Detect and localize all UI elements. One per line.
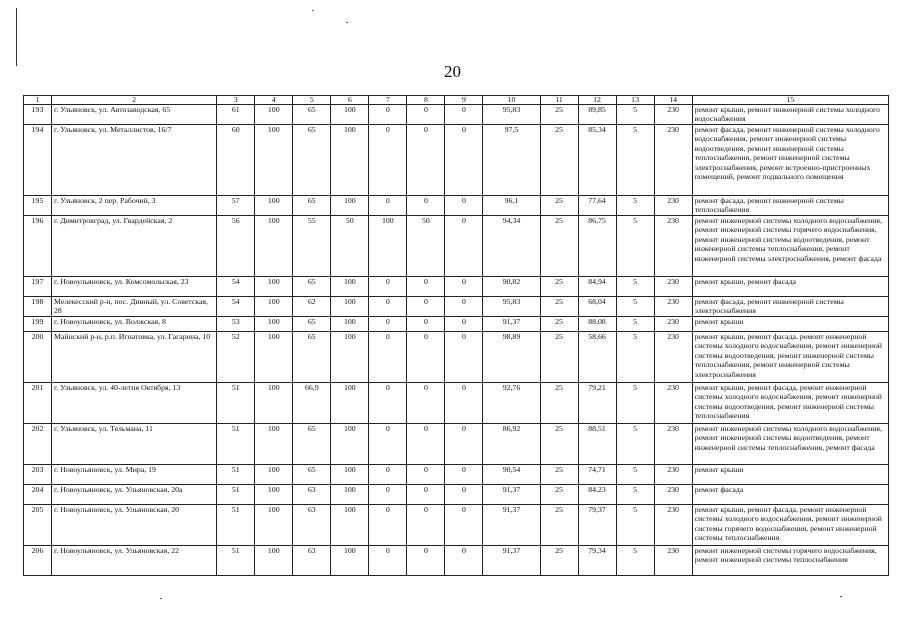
value-col-7: 0 <box>369 125 407 196</box>
value-col-10: 90,54 <box>483 465 540 485</box>
repair-works-cell: ремонт фасада, ремонт инженерной системы электроснабжения <box>692 297 888 317</box>
row-number: 203 <box>24 465 52 485</box>
repair-works-cell: ремонт крыши, ремонт фасада, ремонт инженерной системы холодного водоснабжения, ремонт инженерной системы водоотведения, ремонт инженерной системы теплоснабжения, ремонт инженерной системы электроснабжения <box>692 332 888 383</box>
value-col-8: 0 <box>407 465 445 485</box>
value-col-6: 100 <box>331 196 369 216</box>
repair-works-cell: ремонт фасада <box>692 485 888 505</box>
value-col-10: 91,37 <box>483 546 540 576</box>
value-col-4: 100 <box>255 317 293 332</box>
column-number-5: 5 <box>293 96 331 105</box>
address-cell: г. Ульяновск, 2 пер. Рабочий, 3 <box>52 196 217 216</box>
value-col-11: 25 <box>540 297 578 317</box>
value-col-9: 0 <box>445 125 483 196</box>
repair-works-cell: ремонт крыши, ремонт фасада, ремонт инженерной системы холодного водоснабжения, ремонт инженерной системы водоотведения, ремонт инженерной системы теплоснабжения <box>692 383 888 424</box>
value-col-13: 5 <box>616 277 654 297</box>
repair-works-cell: ремонт инженерной системы холодного водоснабжения, ремонт инженерной системы водоотведения, ремонт инженерной системы теплоснабжения, ремонт фасада <box>692 424 888 465</box>
value-col-13: 5 <box>616 465 654 485</box>
value-col-14: 230 <box>654 505 692 546</box>
scan-margin-line <box>16 8 17 66</box>
repair-works-cell: ремонт крыши, ремонт инженерной системы холодного водоснабжения <box>692 105 888 125</box>
repair-works-cell: ремонт фасада, ремонт инженерной системы холодного водоснабжения, ремонт инженерной системы водоотведения, ремонт инженерной системы теплоснабжения, ремонт инженерной системы электроснабжения, ремонт встроенно-пристроенных помещений, ремонт подвального помещения <box>692 125 888 196</box>
value-col-3: 56 <box>217 216 255 277</box>
table-row <box>24 383 889 424</box>
table-row <box>24 125 889 196</box>
value-col-12: 68,04 <box>578 297 616 317</box>
value-col-11: 25 <box>540 424 578 465</box>
value-col-5: 65 <box>293 125 331 196</box>
value-col-11: 25 <box>540 465 578 485</box>
value-col-10: 94,34 <box>483 216 540 277</box>
value-col-10: 91,37 <box>483 317 540 332</box>
value-col-8: 0 <box>407 505 445 546</box>
address-cell: г. Новоульяновск, ул. Комсомольская, 23 <box>52 277 217 297</box>
value-col-14: 230 <box>654 546 692 576</box>
value-col-7: 100 <box>369 216 407 277</box>
value-col-13: 5 <box>616 196 654 216</box>
value-col-4: 100 <box>255 465 293 485</box>
column-number-2: 2 <box>52 96 217 105</box>
value-col-13: 5 <box>616 546 654 576</box>
value-col-7: 0 <box>369 277 407 297</box>
row-number: 200 <box>24 332 52 383</box>
value-col-13: 5 <box>616 125 654 196</box>
value-col-9: 0 <box>445 277 483 297</box>
value-col-3: 57 <box>217 196 255 216</box>
value-col-8: 0 <box>407 196 445 216</box>
value-col-12: 79,37 <box>578 505 616 546</box>
value-col-8: 0 <box>407 297 445 317</box>
value-col-8: 0 <box>407 125 445 196</box>
table-row <box>24 546 889 576</box>
value-col-6: 100 <box>331 424 369 465</box>
value-col-12: 88,08 <box>578 317 616 332</box>
column-number-9: 9 <box>445 96 483 105</box>
row-number: 198 <box>24 297 52 317</box>
value-col-4: 100 <box>255 424 293 465</box>
value-col-14: 230 <box>654 317 692 332</box>
column-number-14: 14 <box>654 96 692 105</box>
address-cell: г. Ульяновск, ул. Автозаводская, 65 <box>52 105 217 125</box>
value-col-11: 25 <box>540 332 578 383</box>
row-number: 199 <box>24 317 52 332</box>
value-col-3: 51 <box>217 383 255 424</box>
value-col-7: 0 <box>369 485 407 505</box>
row-number: 202 <box>24 424 52 465</box>
value-col-10: 98,89 <box>483 332 540 383</box>
value-col-9: 0 <box>445 383 483 424</box>
value-col-14: 230 <box>654 125 692 196</box>
value-col-7: 0 <box>369 317 407 332</box>
value-col-10: 91,37 <box>483 485 540 505</box>
value-col-8: 0 <box>407 546 445 576</box>
column-number-3: 3 <box>217 96 255 105</box>
table-row <box>24 216 889 277</box>
value-col-13: 5 <box>616 485 654 505</box>
value-col-11: 25 <box>540 485 578 505</box>
address-cell: г. Новоульяновск, ул. Ульяновская, 20а <box>52 485 217 505</box>
value-col-3: 51 <box>217 485 255 505</box>
value-col-12: 77,64 <box>578 196 616 216</box>
value-col-6: 100 <box>331 485 369 505</box>
value-col-3: 54 <box>217 297 255 317</box>
value-col-6: 100 <box>331 465 369 485</box>
value-col-11: 25 <box>540 196 578 216</box>
value-col-5: 66,9 <box>293 383 331 424</box>
value-col-13: 5 <box>616 216 654 277</box>
value-col-9: 0 <box>445 485 483 505</box>
repair-works-cell: ремонт инженерной системы горячего водоснабжения, ремонт инженерной системы теплоснабжения <box>692 546 888 576</box>
value-col-3: 54 <box>217 277 255 297</box>
value-col-10: 91,37 <box>483 505 540 546</box>
row-number: 196 <box>24 216 52 277</box>
table-row <box>24 424 889 465</box>
value-col-14: 230 <box>654 332 692 383</box>
value-col-5: 65 <box>293 317 331 332</box>
value-col-10: 97,5 <box>483 125 540 196</box>
row-number: 206 <box>24 546 52 576</box>
column-number-4: 4 <box>255 96 293 105</box>
value-col-8: 0 <box>407 485 445 505</box>
value-col-14: 230 <box>654 485 692 505</box>
value-col-7: 0 <box>369 105 407 125</box>
value-col-11: 25 <box>540 546 578 576</box>
value-col-8: 50 <box>407 216 445 277</box>
value-col-7: 0 <box>369 424 407 465</box>
value-col-3: 60 <box>217 125 255 196</box>
value-col-4: 100 <box>255 125 293 196</box>
value-col-9: 0 <box>445 196 483 216</box>
value-col-13: 5 <box>616 332 654 383</box>
value-col-8: 0 <box>407 105 445 125</box>
value-col-8: 0 <box>407 424 445 465</box>
value-col-14: 230 <box>654 297 692 317</box>
value-col-3: 51 <box>217 546 255 576</box>
value-col-6: 100 <box>331 277 369 297</box>
value-col-4: 100 <box>255 277 293 297</box>
value-col-3: 61 <box>217 105 255 125</box>
address-cell: г. Ульяновск, ул. 40-летия Октября, 13 <box>52 383 217 424</box>
column-number-12: 12 <box>578 96 616 105</box>
value-col-4: 100 <box>255 546 293 576</box>
repair-works-cell: ремонт крыши, ремонт фасада, ремонт инженерной системы холодного водоснабжения, ремонт инженерной системы горячего водоснабжения, ремонт инженерной системы теплоснабжения <box>692 505 888 546</box>
value-col-7: 0 <box>369 196 407 216</box>
column-number-13: 13 <box>616 96 654 105</box>
row-number: 204 <box>24 485 52 505</box>
value-col-8: 0 <box>407 383 445 424</box>
value-col-9: 0 <box>445 105 483 125</box>
address-cell: г. Димитровград, ул. Гвардейская, 2 <box>52 216 217 277</box>
value-col-8: 0 <box>407 277 445 297</box>
value-col-6: 100 <box>331 383 369 424</box>
value-col-14: 230 <box>654 277 692 297</box>
row-number: 197 <box>24 277 52 297</box>
repair-register-table <box>23 95 889 576</box>
table-row <box>24 196 889 216</box>
value-col-4: 100 <box>255 196 293 216</box>
value-col-3: 51 <box>217 505 255 546</box>
value-col-12: 79,34 <box>578 546 616 576</box>
value-col-3: 52 <box>217 332 255 383</box>
value-col-10: 95,83 <box>483 105 540 125</box>
value-col-12: 85,34 <box>578 125 616 196</box>
value-col-5: 65 <box>293 196 331 216</box>
value-col-9: 0 <box>445 465 483 485</box>
table-row <box>24 465 889 485</box>
repair-works-cell: ремонт крыши, ремонт фасада <box>692 277 888 297</box>
table-row <box>24 505 889 546</box>
value-col-6: 100 <box>331 105 369 125</box>
value-col-13: 5 <box>616 383 654 424</box>
value-col-14: 230 <box>654 196 692 216</box>
value-col-10: 95,83 <box>483 297 540 317</box>
value-col-5: 65 <box>293 465 331 485</box>
value-col-5: 63 <box>293 485 331 505</box>
repair-works-cell: ремонт инженерной системы холодного водоснабжения, ремонт инженерной системы горячего водоснабжения, ремонт инженерной системы водоотведения, ремонт инженерной системы теплоснабжения, ремонт инженерной системы электроснабжения, ремонт фасада <box>692 216 888 277</box>
address-cell: Майнский р-н, р.п. Игнатовка, ул. Гагарина, 10 <box>52 332 217 383</box>
value-col-12: 86,75 <box>578 216 616 277</box>
column-number-header-row <box>24 96 889 105</box>
value-col-5: 65 <box>293 277 331 297</box>
column-number-8: 8 <box>407 96 445 105</box>
row-number: 195 <box>24 196 52 216</box>
value-col-12: 89,85 <box>578 105 616 125</box>
scan-speck <box>312 10 314 11</box>
value-col-12: 88,51 <box>578 424 616 465</box>
value-col-4: 100 <box>255 297 293 317</box>
value-col-12: 74,71 <box>578 465 616 485</box>
value-col-4: 100 <box>255 105 293 125</box>
address-cell: г. Ульяновск, ул. Металлистов, 16/7 <box>52 125 217 196</box>
value-col-4: 100 <box>255 485 293 505</box>
value-col-8: 0 <box>407 317 445 332</box>
value-col-12: 84,94 <box>578 277 616 297</box>
value-col-11: 25 <box>540 105 578 125</box>
value-col-5: 62 <box>293 297 331 317</box>
repair-works-cell: ремонт крыши <box>692 317 888 332</box>
row-number: 193 <box>24 105 52 125</box>
table-row <box>24 317 889 332</box>
table-row <box>24 277 889 297</box>
value-col-12: 84,23 <box>578 485 616 505</box>
value-col-14: 230 <box>654 216 692 277</box>
value-col-10: 92,76 <box>483 383 540 424</box>
value-col-6: 100 <box>331 332 369 383</box>
address-cell: г. Новоульяновск, ул. Ульяновская, 20 <box>52 505 217 546</box>
value-col-13: 5 <box>616 424 654 465</box>
value-col-6: 100 <box>331 317 369 332</box>
repair-works-cell: ремонт фасада, ремонт инженерной системы теплоснабжения <box>692 196 888 216</box>
value-col-7: 0 <box>369 465 407 485</box>
value-col-5: 65 <box>293 424 331 465</box>
value-col-5: 65 <box>293 105 331 125</box>
value-col-9: 0 <box>445 317 483 332</box>
value-col-12: 79,21 <box>578 383 616 424</box>
value-col-10: 86,92 <box>483 424 540 465</box>
value-col-13: 5 <box>616 505 654 546</box>
value-col-3: 51 <box>217 465 255 485</box>
table-row <box>24 332 889 383</box>
value-col-4: 100 <box>255 216 293 277</box>
value-col-4: 100 <box>255 505 293 546</box>
value-col-14: 230 <box>654 105 692 125</box>
value-col-9: 0 <box>445 546 483 576</box>
column-number-11: 11 <box>540 96 578 105</box>
value-col-13: 5 <box>616 317 654 332</box>
row-number: 205 <box>24 505 52 546</box>
value-col-5: 63 <box>293 505 331 546</box>
value-col-11: 25 <box>540 277 578 297</box>
address-cell: Мелекесский р-н, пос. Дивный, ул. Советская, 28 <box>52 297 217 317</box>
value-col-7: 0 <box>369 546 407 576</box>
value-col-6: 100 <box>331 505 369 546</box>
value-col-11: 25 <box>540 383 578 424</box>
value-col-9: 0 <box>445 216 483 277</box>
value-col-7: 0 <box>369 383 407 424</box>
column-number-10: 10 <box>483 96 540 105</box>
value-col-14: 230 <box>654 424 692 465</box>
value-col-5: 55 <box>293 216 331 277</box>
value-col-6: 100 <box>331 546 369 576</box>
repair-works-cell: ремонт крыши <box>692 465 888 485</box>
value-col-7: 0 <box>369 332 407 383</box>
value-col-6: 100 <box>331 297 369 317</box>
value-col-12: 58,66 <box>578 332 616 383</box>
value-col-9: 0 <box>445 297 483 317</box>
value-col-3: 53 <box>217 317 255 332</box>
page-number: 20 <box>444 62 461 81</box>
address-cell: г. Ульяновск, ул. Тельмана, 11 <box>52 424 217 465</box>
value-col-7: 0 <box>369 297 407 317</box>
value-col-7: 0 <box>369 505 407 546</box>
value-col-5: 63 <box>293 546 331 576</box>
value-col-10: 90,82 <box>483 277 540 297</box>
value-col-9: 0 <box>445 424 483 465</box>
value-col-4: 100 <box>255 383 293 424</box>
value-col-11: 25 <box>540 125 578 196</box>
address-cell: г. Новоульяновск, ул. Ульяновская, 22 <box>52 546 217 576</box>
column-number-15: 15 <box>692 96 888 105</box>
value-col-3: 51 <box>217 424 255 465</box>
address-cell: г. Новоульяновск, ул. Волжская, 8 <box>52 317 217 332</box>
value-col-9: 0 <box>445 505 483 546</box>
table-row <box>24 105 889 125</box>
column-number-7: 7 <box>369 96 407 105</box>
table-row <box>24 297 889 317</box>
value-col-13: 5 <box>616 297 654 317</box>
value-col-11: 25 <box>540 216 578 277</box>
row-number: 194 <box>24 125 52 196</box>
address-cell: г. Новоульяновск, ул. Мира, 19 <box>52 465 217 485</box>
value-col-11: 25 <box>540 317 578 332</box>
scan-speck <box>840 596 842 597</box>
row-number: 201 <box>24 383 52 424</box>
value-col-6: 100 <box>331 125 369 196</box>
value-col-8: 0 <box>407 332 445 383</box>
value-col-4: 100 <box>255 332 293 383</box>
scan-speck <box>346 22 348 23</box>
scan-speck <box>160 598 162 599</box>
value-col-13: 5 <box>616 105 654 125</box>
value-col-5: 65 <box>293 332 331 383</box>
table-row <box>24 485 889 505</box>
value-col-9: 0 <box>445 332 483 383</box>
value-col-11: 25 <box>540 505 578 546</box>
column-number-1: 1 <box>24 96 52 105</box>
column-number-6: 6 <box>331 96 369 105</box>
value-col-14: 230 <box>654 465 692 485</box>
value-col-10: 96,1 <box>483 196 540 216</box>
value-col-6: 50 <box>331 216 369 277</box>
value-col-14: 230 <box>654 383 692 424</box>
